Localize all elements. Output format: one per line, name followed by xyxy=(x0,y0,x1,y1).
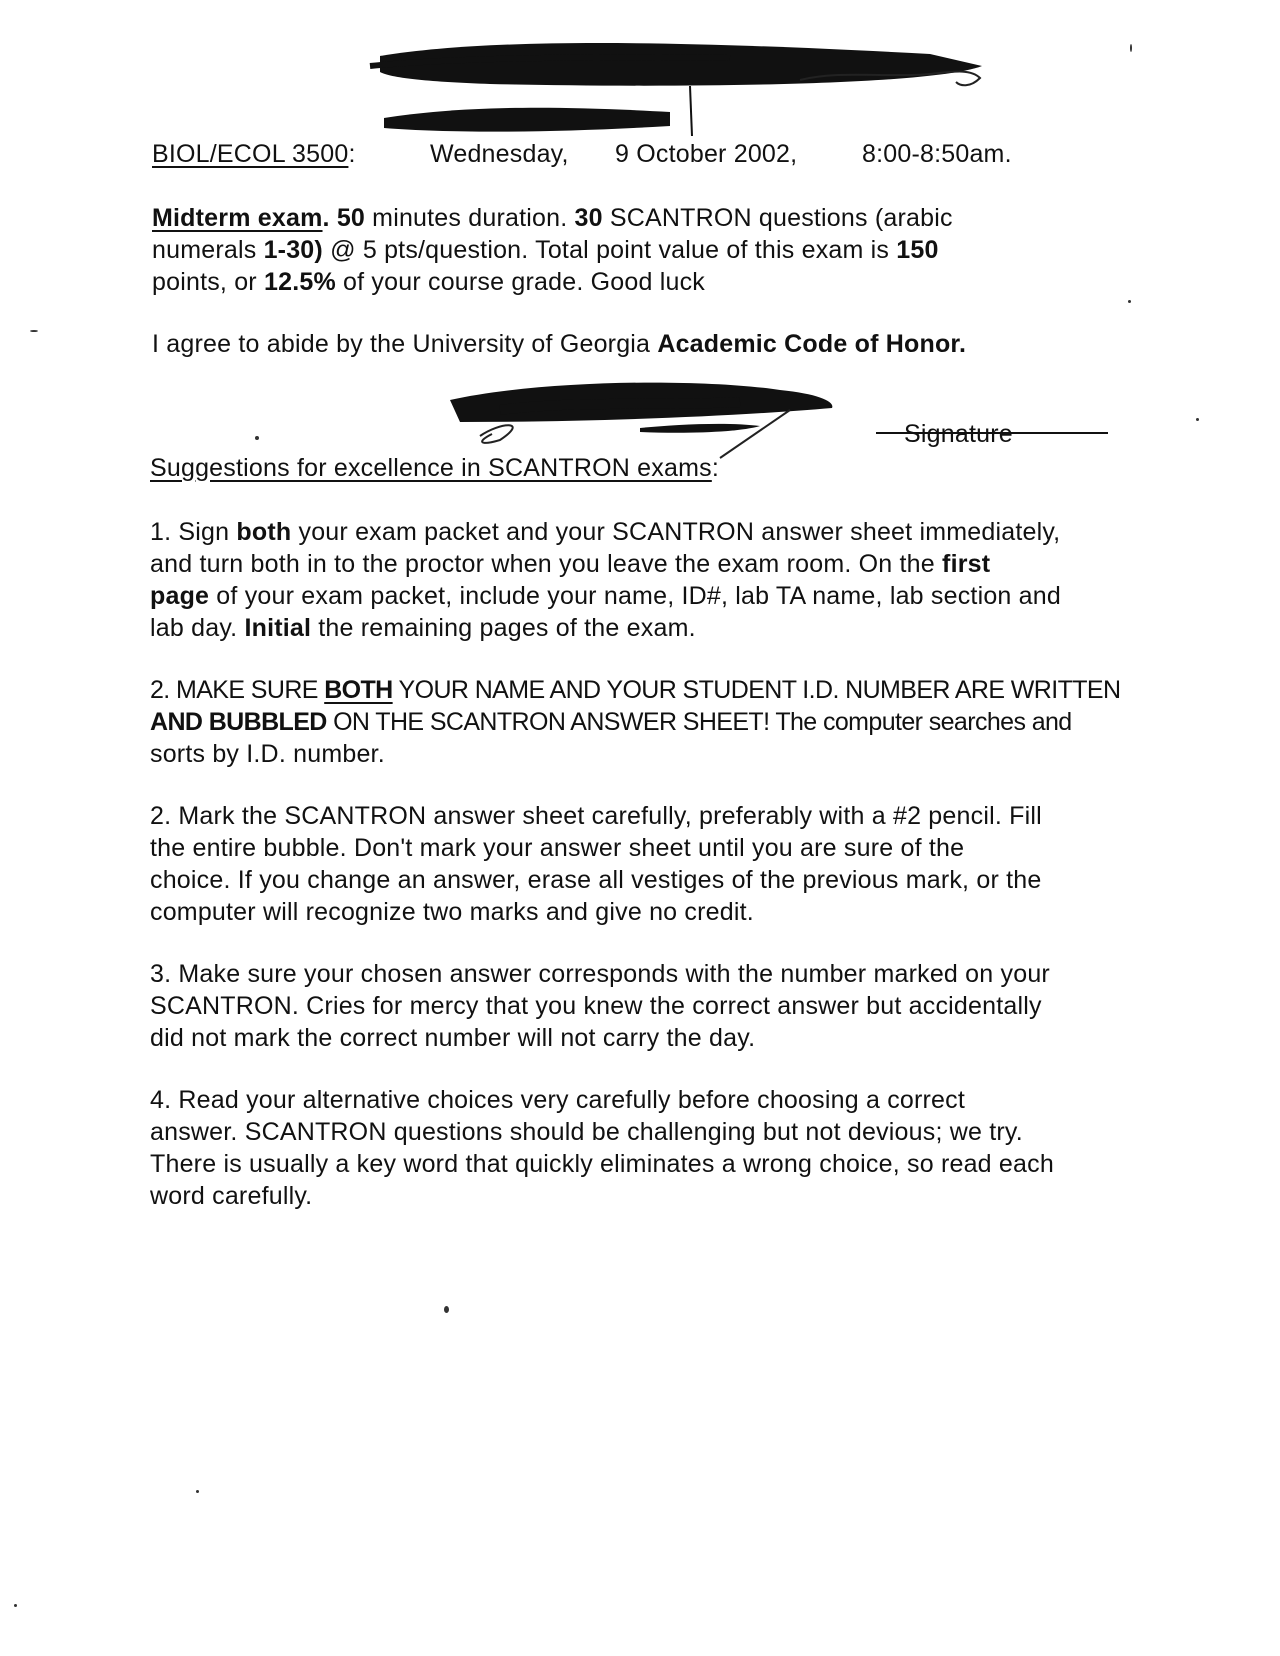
emphasis: AND BUBBLED xyxy=(150,708,327,736)
scan-speck xyxy=(1130,44,1132,52)
total-points: 150 xyxy=(896,236,939,264)
emphasis: Initial xyxy=(244,614,312,642)
suggestions-heading xyxy=(150,456,719,481)
intro-text: points, or xyxy=(152,268,264,296)
emphasis: BOTH xyxy=(324,676,393,704)
heading-colon: : xyxy=(711,454,719,482)
item-text: YOUR NAME AND YOUR STUDENT I.D. NUMBER ARE WRITTEN xyxy=(392,676,1121,704)
question-range: 1-30) xyxy=(263,236,323,264)
exam-day: Wednesday, xyxy=(430,140,569,168)
scan-speck xyxy=(1196,418,1199,421)
grade-percent: 12.5% xyxy=(263,268,336,296)
scan-speck xyxy=(255,436,259,440)
redacted-signature-scribble xyxy=(440,370,860,460)
scan-speck xyxy=(196,1490,199,1493)
emphasis: page xyxy=(150,582,210,610)
intro-line-3 xyxy=(152,270,705,295)
item-3-line-3: choice. If you change an answer, erase all vestiges of the previous mark, or the xyxy=(150,866,1042,894)
intro-text: @ 5 pts/question. Total point value of this exam is xyxy=(322,236,897,264)
question-count: 30 xyxy=(574,204,603,232)
emphasis: first xyxy=(942,550,991,578)
intro-line-1 xyxy=(152,206,953,231)
exam-header xyxy=(152,142,356,167)
item-1-line-3 xyxy=(150,584,1061,609)
item-text: the remaining pages of the exam. xyxy=(311,614,696,642)
item-2-line-3: sorts by I.D. number. xyxy=(150,740,385,768)
pledge-text: I agree to abide by the University of Georgia xyxy=(152,330,658,358)
item-text: ON THE SCANTRON ANSWER SHEET! The computer searches and xyxy=(326,708,1072,736)
honor-pledge xyxy=(152,332,966,357)
exam-date: 9 October 2002, xyxy=(615,140,798,168)
signature-label: Signature xyxy=(904,420,1013,448)
intro-line-2 xyxy=(152,238,939,263)
item-3-line-1: 2. Mark the SCANTRON answer sheet carefully, preferably with a #2 pencil. Fill xyxy=(150,802,1042,830)
item-3-line-4: computer will recognize two marks and give no credit. xyxy=(150,898,754,926)
scan-speck xyxy=(1128,300,1131,303)
intro-text: minutes duration. xyxy=(365,204,575,232)
item-4-line-2: SCANTRON. Cries for mercy that you knew the correct answer but accidentally xyxy=(150,992,1042,1020)
scan-speck xyxy=(30,330,38,332)
item-2-line-1 xyxy=(150,678,1120,703)
redacted-name-scribble xyxy=(370,28,1010,128)
intro-text: SCANTRON questions (arabic xyxy=(602,204,953,232)
item-1-line-2 xyxy=(150,552,990,577)
item-3-line-2: the entire bubble. Don't mark your answer sheet until you are sure of the xyxy=(150,834,965,862)
course-code: BIOL/ECOL 3500 xyxy=(152,140,349,168)
scan-speck xyxy=(14,1604,17,1607)
item-text: your exam packet and your SCANTRON answer sheet immediately, xyxy=(291,518,1061,546)
item-text: of your exam packet, include your name, ID#, lab TA name, lab section and xyxy=(209,582,1061,610)
item-5-line-4: word carefully. xyxy=(150,1182,313,1210)
scan-speck xyxy=(444,1306,449,1313)
item-5-line-1: 4. Read your alternative choices very carefully before choosing a correct xyxy=(150,1086,966,1114)
item-1-line-4 xyxy=(150,616,696,641)
item-4-line-3: did not mark the correct number will not carry the day. xyxy=(150,1024,756,1052)
item-2-line-2 xyxy=(150,710,1072,735)
item-4-line-1: 3. Make sure your chosen answer corresponds with the number marked on your xyxy=(150,960,1050,988)
intro-text: of your course grade. Good luck xyxy=(335,268,705,296)
emphasis: both xyxy=(236,518,292,546)
honor-code-name: Academic Code of Honor. xyxy=(657,330,967,358)
item-5-line-2: answer. SCANTRON questions should be challenging but not devious; we try. xyxy=(150,1118,1023,1146)
item-text: 2. MAKE SURE xyxy=(150,676,325,704)
intro-text: . xyxy=(322,204,337,232)
exam-time: 8:00-8:50am. xyxy=(862,140,1012,168)
item-text: 1. Sign xyxy=(150,518,237,546)
duration-value: 50 xyxy=(336,204,366,232)
item-1-line-1 xyxy=(150,520,1060,545)
item-5-line-3: There is usually a key word that quickly eliminates a wrong choice, so read each xyxy=(150,1150,1054,1178)
intro-text: numerals xyxy=(152,236,264,264)
midterm-label: Midterm exam xyxy=(152,204,323,232)
item-text: and turn both in to the proctor when you leave the exam room. On the xyxy=(150,550,943,578)
suggestions-title: Suggestions for excellence in SCANTRON exams xyxy=(150,454,712,482)
header-colon: : xyxy=(348,140,356,168)
item-text: lab day. xyxy=(150,614,245,642)
